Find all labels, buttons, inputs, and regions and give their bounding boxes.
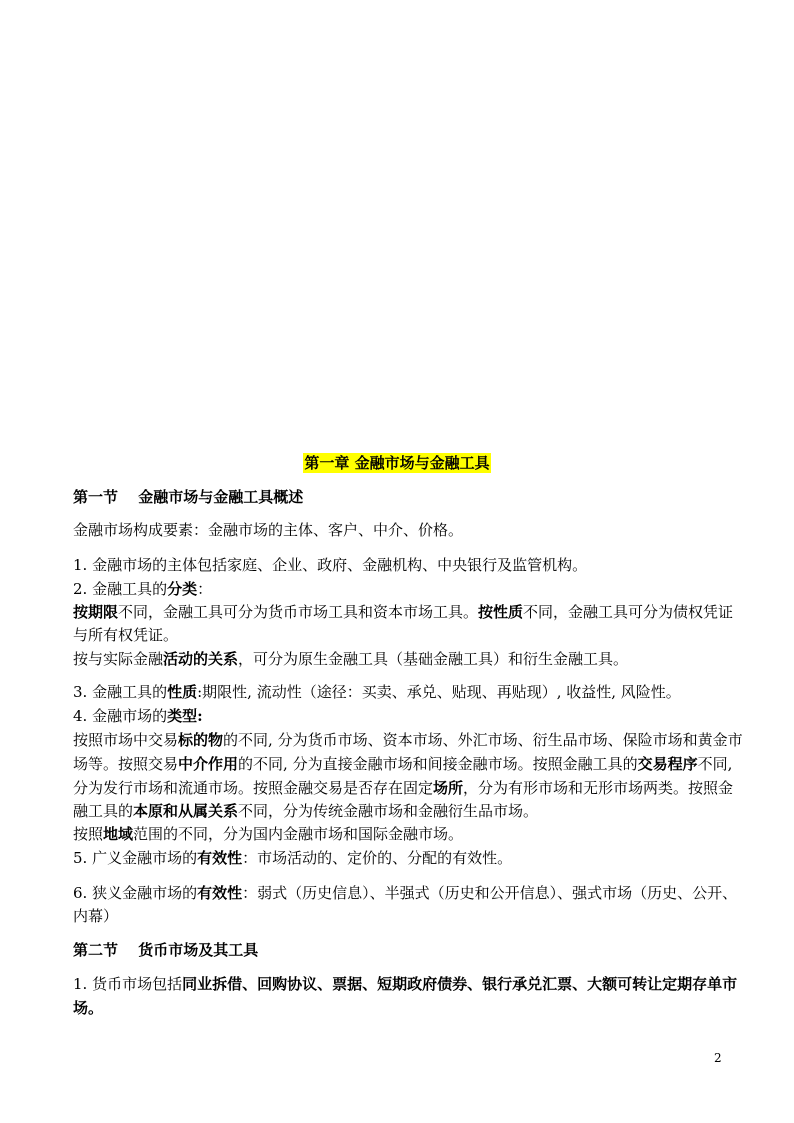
paragraph-line: [73, 824, 463, 844]
text-run: 按照市场中交易: [73, 731, 179, 749]
bold-term: 地域: [103, 825, 134, 843]
text-run: 不同，金融工具可分为货币市场工具和资本市场工具。: [118, 603, 479, 621]
bold-term: 同业拆借、回购协议、票据、短期政府债券、银行承兑汇票、大额可转让定期存单市: [182, 975, 738, 993]
text-run: 第一节 金融市场与金融工具概述: [73, 488, 304, 506]
paragraph-line: [73, 649, 628, 669]
section-1-heading: [73, 487, 303, 507]
paragraph-item-5: [73, 848, 512, 868]
text-run: 2. 金融工具的: [73, 580, 168, 598]
paragraph-line: [73, 625, 178, 645]
text-run: ，可分为原生金融工具（基础金融工具）和衍生金融工具。: [238, 650, 629, 668]
bold-term: 有效性: [197, 884, 243, 902]
text-run: 5. 广义金融市场的: [73, 849, 198, 867]
bold-term: 按性质: [478, 603, 524, 621]
text-run: ：弱式（历史信息）、半强式（历史和公开信息）、强式市场（历史、公开、: [242, 884, 738, 902]
bold-term: 场所: [433, 779, 464, 797]
text-run: 内幕）: [73, 907, 119, 925]
paragraph-item-3: [73, 682, 681, 702]
paragraph-line: [73, 754, 732, 774]
bold-term: 活动的关系: [163, 650, 239, 668]
text-run: ，分为有形市场和无形市场两类。按照金: [463, 779, 734, 797]
bold-term: 分类: [167, 580, 198, 598]
text-run: 的不同, 分为直接金融市场和间接金融市场。按照金融工具的: [238, 755, 638, 773]
paragraph-item-4: [73, 706, 203, 726]
paragraph-line: [73, 778, 733, 798]
paragraph-item-2: [73, 579, 212, 599]
text-run: 与所有权凭证。: [73, 626, 179, 644]
paragraph-money-market: [73, 974, 737, 994]
paragraph-line: [73, 998, 103, 1018]
text-run: 按与实际金融: [73, 650, 164, 668]
text-run: ：: [197, 580, 213, 598]
text-run: 融工具的: [73, 802, 134, 820]
chapter-title-wrap: [0, 453, 794, 473]
bold-term: 中介作用: [178, 755, 239, 773]
text-run: 不同,: [697, 755, 733, 773]
bold-term: 性质: [167, 683, 198, 701]
bold-term: 按期限: [73, 603, 119, 621]
bold-term: 标的物: [178, 731, 224, 749]
text-run: 1. 金融市场的主体包括家庭、企业、政府、金融机构、中央银行及监管机构。: [73, 556, 588, 574]
section-2-heading: [73, 940, 258, 960]
paragraph-item-6: [73, 883, 737, 903]
bold-term: 本原和从属关系: [133, 802, 239, 820]
text-run: 4. 金融市场的: [73, 707, 168, 725]
text-run: 分为发行市场和流通市场。按照金融交易是否存在固定: [73, 779, 434, 797]
bold-term: 有效性: [197, 849, 243, 867]
text-run: 按照: [73, 825, 104, 843]
paragraph-market-elements: [73, 520, 463, 540]
text-run: :期限性, 流动性（途径：买卖、承兑、贴现、再贴现）, 收益性, 风险性。: [197, 683, 681, 701]
text-run: 范围的不同，分为国内金融市场和国际金融市场。: [133, 825, 464, 843]
text-run: 金融市场构成要素：金融市场的主体、客户、中介、价格。: [73, 521, 464, 539]
text-run: 第二节 货币市场及其工具: [73, 941, 259, 959]
bold-term: 交易程序: [637, 755, 698, 773]
paragraph-line: [73, 602, 733, 622]
chapter-title: 第一章 金融市场与金融工具: [304, 454, 490, 472]
paragraph-item-1: [73, 555, 587, 575]
text-run: 6. 狭义金融市场的: [73, 884, 198, 902]
paragraph-line: [73, 801, 538, 821]
bold-term: 类型:: [167, 707, 203, 725]
text-run: 场等。按照交易: [73, 755, 179, 773]
text-run: 1. 货币市场包括: [73, 975, 183, 993]
page-number: 2: [714, 1051, 722, 1065]
text-run: 的不同, 分为货币市场、资本市场、外汇市场、衍生品市场、保险市场和黄金市: [223, 731, 743, 749]
text-run: 不同，金融工具可分为债权凭证: [523, 603, 734, 621]
paragraph-line: [73, 906, 118, 926]
text-run: ：市场活动的、定价的、分配的有效性。: [242, 849, 513, 867]
text-run: 不同，分为传统金融市场和金融衍生品市场。: [238, 802, 539, 820]
paragraph-line: [73, 730, 743, 750]
text-run: 3. 金融工具的: [73, 683, 168, 701]
bold-term: 场。: [73, 999, 104, 1017]
